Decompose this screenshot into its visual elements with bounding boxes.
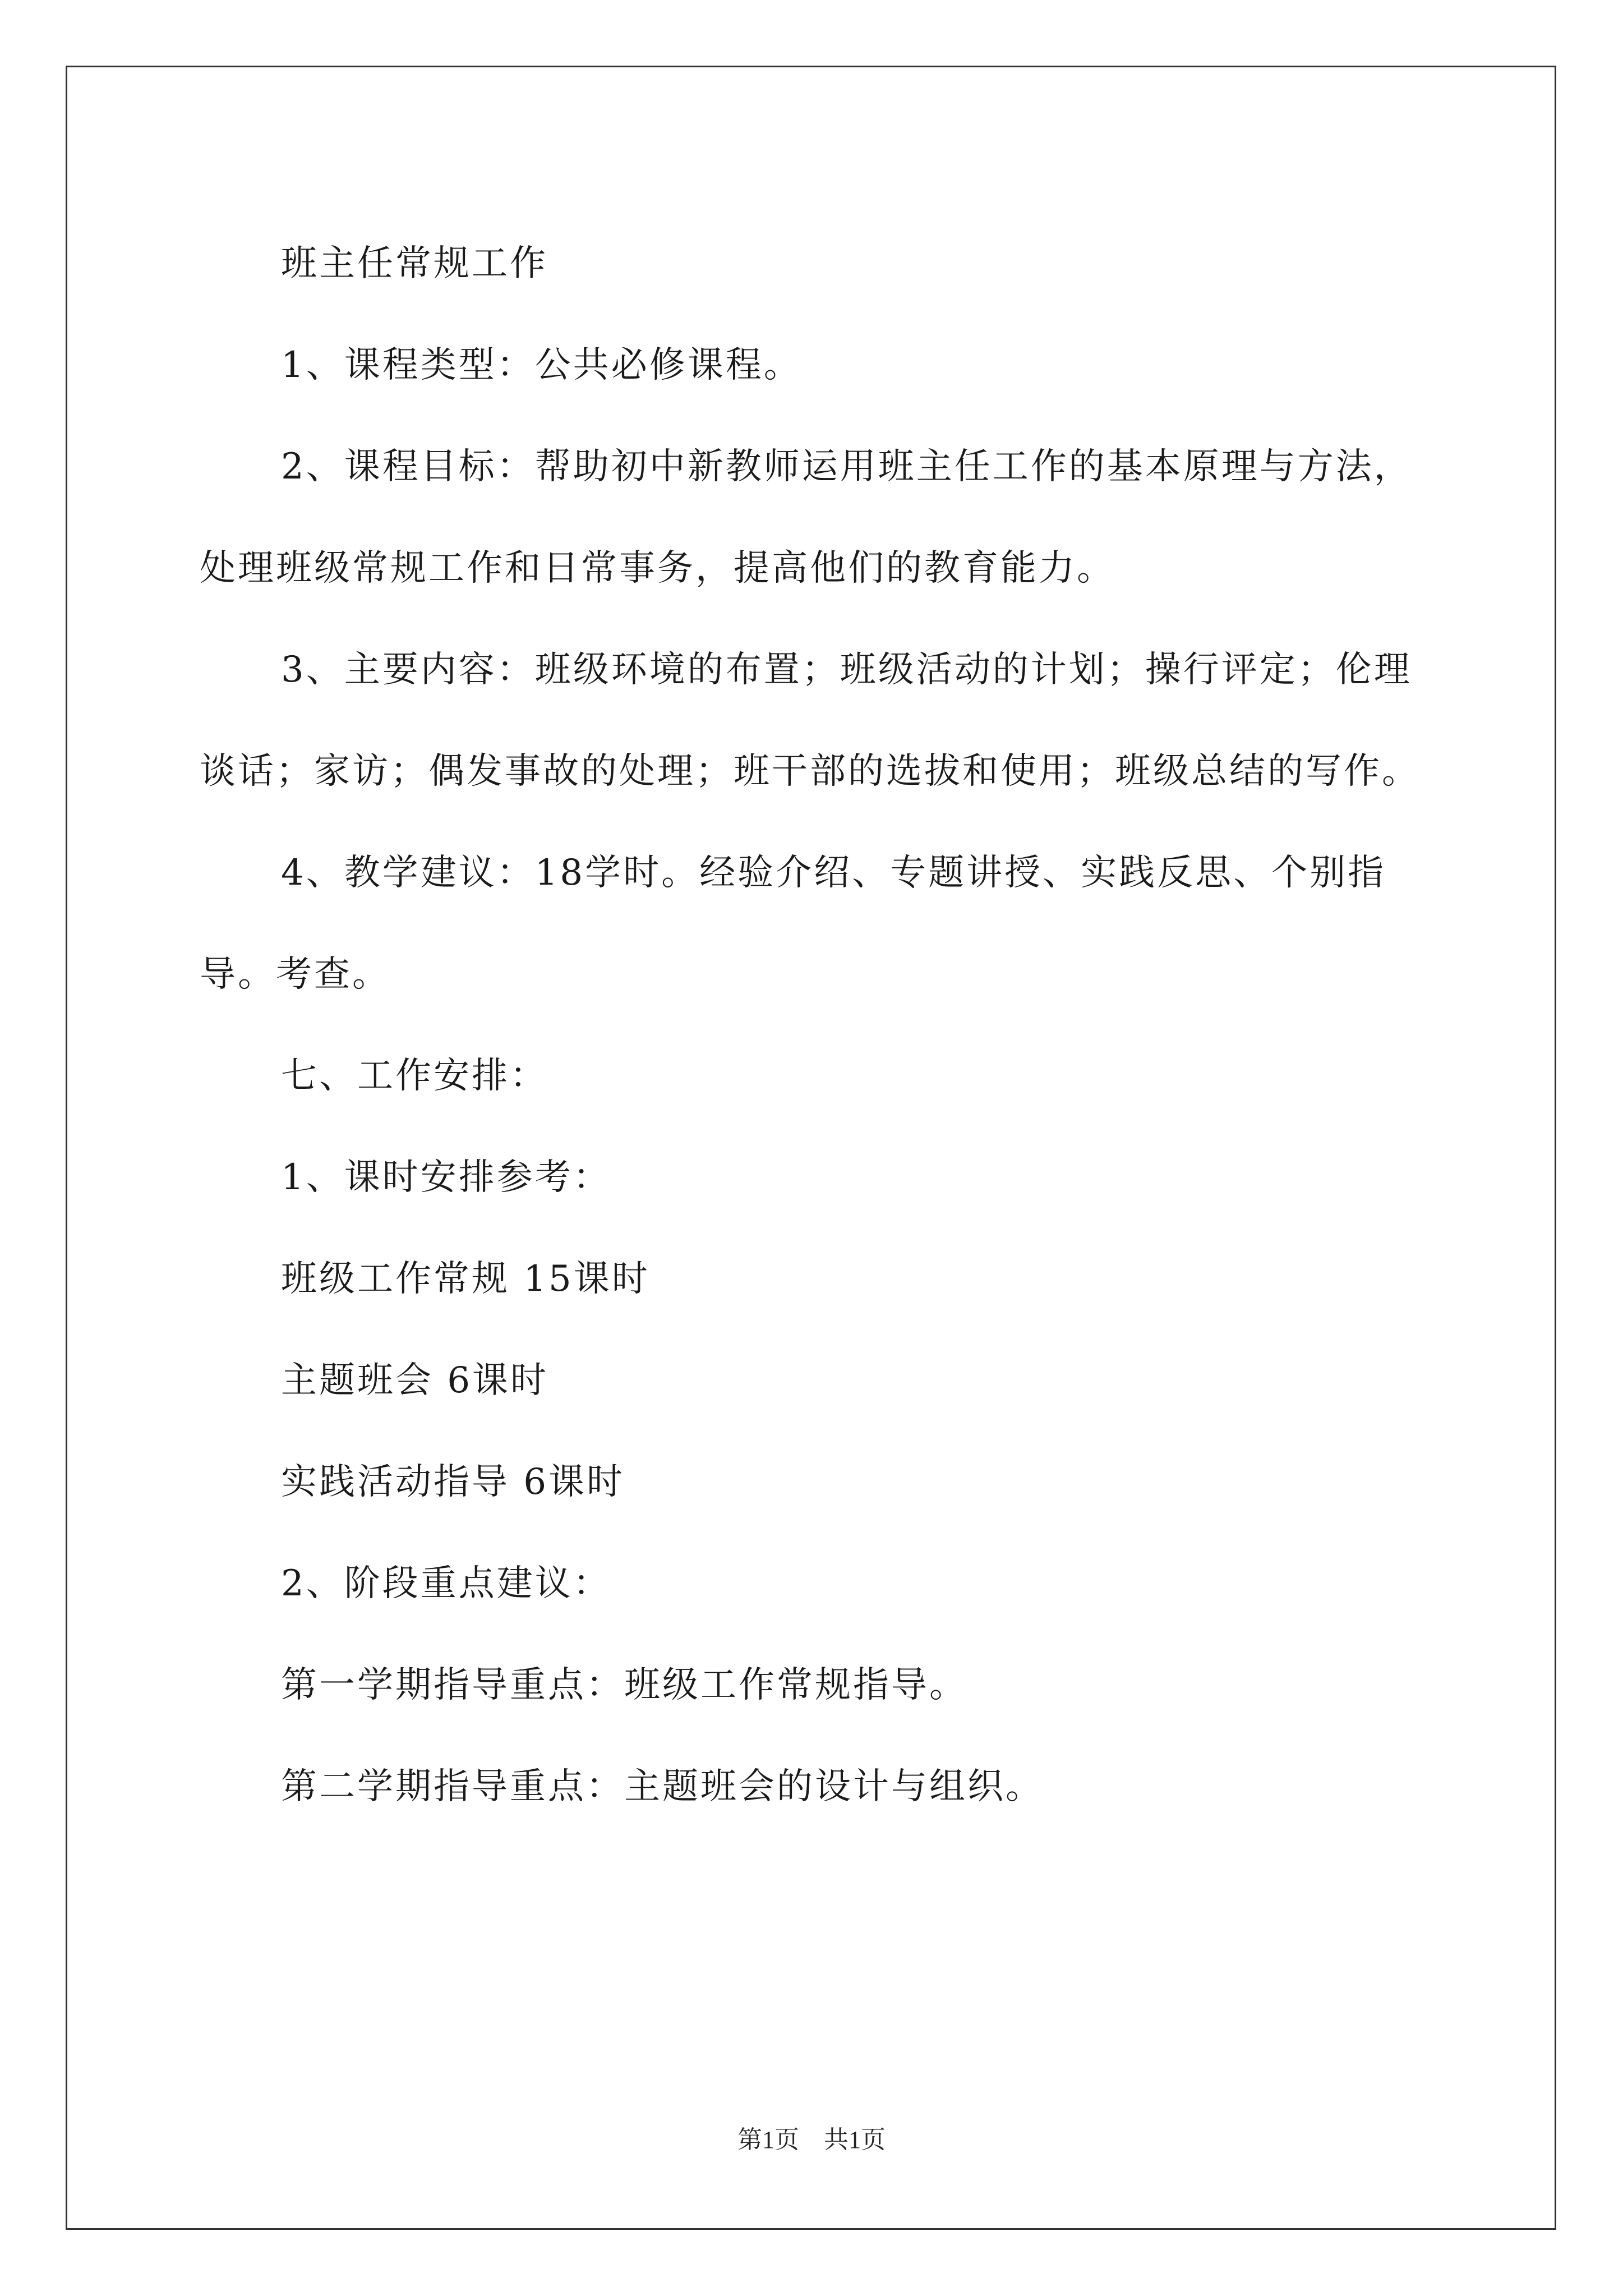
list-item: 主题班会 6课时 xyxy=(281,1360,549,1401)
paragraph: 1、课程类型：公共必修课程。 xyxy=(281,344,802,386)
section-heading: 七、工作安排： xyxy=(281,1055,548,1097)
heading-paragraph: 班主任常规工作 xyxy=(281,243,548,284)
paragraph: 4、教学建议：18学时。经验介绍、专题讲授、实践反思、个别指导。考查。 xyxy=(200,852,1386,995)
list-item: 实践活动指导 6课时 xyxy=(281,1461,625,1503)
paragraph: 2、课程目标：帮助初中新教师运用班主任工作的基本原理与方法，处理班级常规工作和日常事务，提高他们的教育能力。 xyxy=(200,446,1412,589)
list-item: 第一学期指导重点：班级工作常规指导。 xyxy=(281,1664,967,1706)
list-item: 班级工作常规 15课时 xyxy=(281,1258,650,1300)
paragraph: 3、主要内容：班级环境的布置；班级活动的计划；操行评定；伦理谈话；家访；偶发事故的处理；班干部的选拔和使用；班级总结的写作。 xyxy=(200,649,1420,792)
paragraph: 1、课时安排参考： xyxy=(281,1157,611,1198)
page-footer: 第1页 共1页 xyxy=(737,2126,886,2154)
document-body xyxy=(200,213,1426,1838)
paragraph: 2、阶段重点建议： xyxy=(281,1563,611,1604)
list-item: 第二学期指导重点：主题班会的设计与组织。 xyxy=(281,1766,1044,1807)
